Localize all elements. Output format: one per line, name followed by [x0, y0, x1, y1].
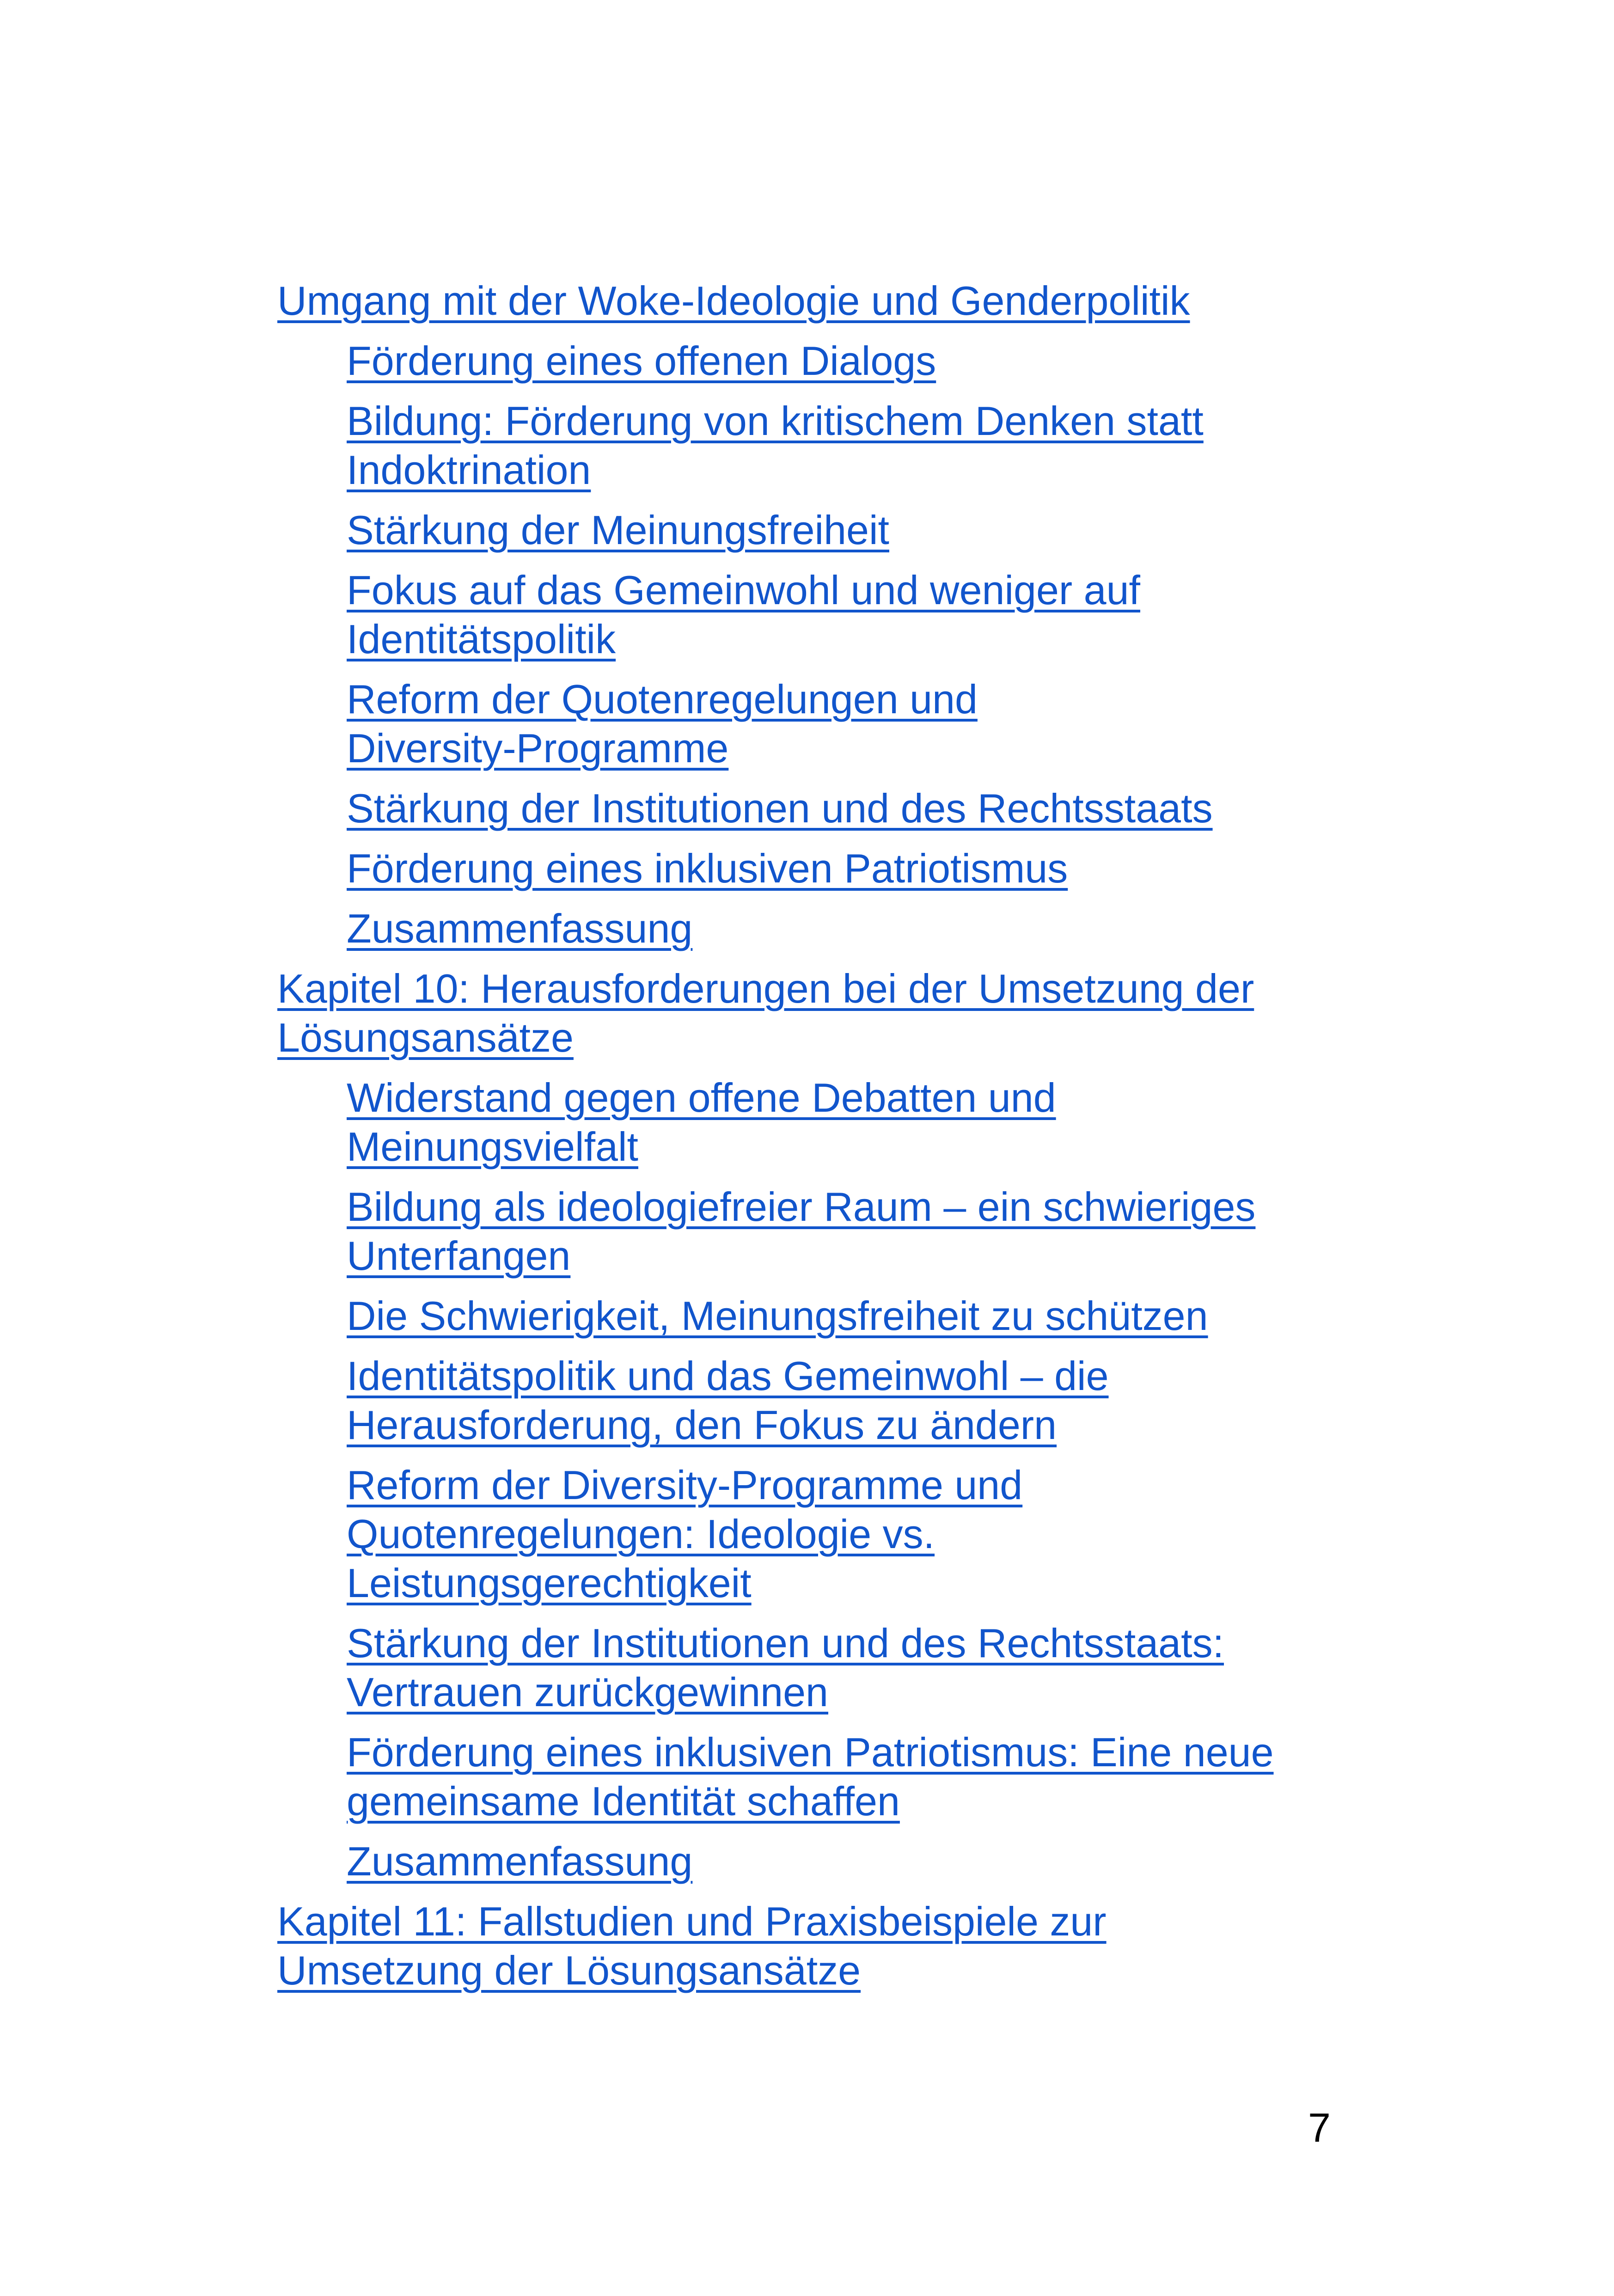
toc-entry[interactable]: Stärkung der Institutionen und des Rechtsstaats: Vertrauen zurückgewinnen: [347, 1620, 1224, 1715]
toc-entry[interactable]: Förderung eines offenen Dialogs: [347, 338, 936, 384]
toc-entry[interactable]: Förderung eines inklusiven Patriotismus: [347, 845, 1068, 891]
toc-entry[interactable]: Identitätspolitik und das Gemeinwohl – die Herausforderung, den Fokus zu ändern: [347, 1353, 1109, 1448]
toc-entry[interactable]: Fokus auf das Gemeinwohl und weniger auf Identitätspolitik: [347, 567, 1140, 662]
toc-entry[interactable]: Kapitel 11: Fallstudien und Praxisbeispiele zur Umsetzung der Lösungsansätze: [277, 1898, 1107, 1993]
page-number: 7: [1308, 2105, 1331, 2150]
toc-entry[interactable]: Reform der Quotenregelungen und Diversity-Programme: [347, 676, 978, 771]
toc-entry[interactable]: Zusammenfassung: [347, 1838, 693, 1884]
toc-entry[interactable]: Bildung als ideologiefreier Raum – ein schwieriges Unterfangen: [347, 1184, 1256, 1279]
toc-entry[interactable]: Stärkung der Institutionen und des Rechtsstaats: [347, 785, 1213, 831]
toc-entry[interactable]: Förderung eines inklusiven Patriotismus: Eine neue gemeinsame Identität schaffen: [347, 1729, 1274, 1824]
toc-entry[interactable]: Kapitel 10: Herausforderungen bei der Umsetzung der Lösungsansätze: [277, 966, 1254, 1060]
toc-entry[interactable]: Widerstand gegen offene Debatten und Meinungsvielfalt: [347, 1075, 1056, 1169]
table-of-contents: [277, 276, 1340, 2006]
toc-entry[interactable]: Die Schwierigkeit, Meinungsfreiheit zu schützen: [347, 1293, 1208, 1339]
toc-entry[interactable]: Bildung: Förderung von kritischem Denken statt Indoktrination: [347, 398, 1204, 493]
toc-entry[interactable]: Zusammenfassung: [347, 906, 693, 951]
toc-entry[interactable]: Stärkung der Meinungsfreiheit: [347, 507, 889, 553]
toc-entry[interactable]: Umgang mit der Woke-Ideologie und Genderpolitik: [277, 278, 1190, 324]
toc-entry[interactable]: Reform der Diversity-Programme und Quotenregelungen: Ideologie vs. Leistungsgerechtigkeit: [347, 1462, 1023, 1606]
